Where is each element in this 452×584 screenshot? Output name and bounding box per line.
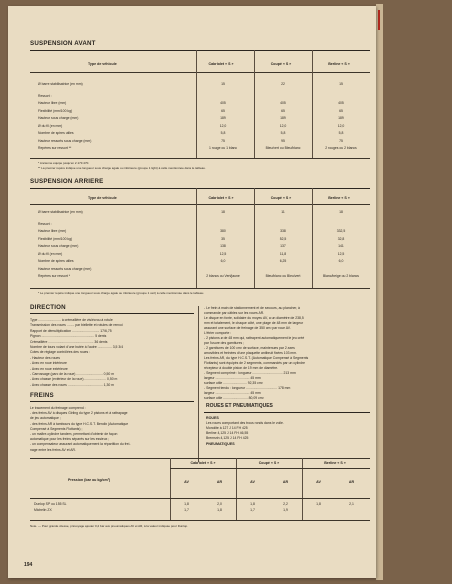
pressure-group-header: Coupé « S »	[258, 461, 280, 465]
row-label: Repères sur ressort *	[38, 274, 71, 278]
rule	[30, 520, 370, 521]
text-line: largeur .................................... 45 mm	[204, 391, 261, 395]
row-value: 65	[221, 108, 225, 113]
text-line: amovibles et freinées d'une plaquette antibruit fixées 103 mm.	[204, 351, 298, 355]
pressure-value: 1,8	[217, 508, 222, 512]
footnote: * Ancienne équipe jusqu'en 2.173.470.	[38, 161, 90, 165]
pressure-value: 1,8	[250, 502, 255, 506]
row-value: 12,5	[337, 251, 345, 256]
text-line: par l'usure des garnitures ;	[204, 341, 245, 345]
table-header-col3: Berline « S »	[328, 196, 350, 200]
roues-subtitle: ROUES	[206, 416, 219, 420]
text-line: Bremsrin 4,125 J 14 FH 425	[206, 436, 249, 440]
row-label: Flexibilité (mm/100 kg)	[38, 236, 73, 241]
row-value: 380	[220, 229, 226, 233]
row-value: Bleu/blanc ou Bleu/vert	[265, 274, 301, 278]
text-line: - 2 pistons ø de 48 mm qui, rattrapent automatiquement le jeu créé	[204, 336, 305, 340]
row-value: 6,0	[338, 259, 344, 263]
text-line: Flottants) sont équipés de 2 segments, commandés par un cylindre	[204, 361, 306, 365]
text-line: automatique pour les freins séparés sur les essieux ;	[30, 437, 110, 442]
page-edge	[376, 4, 383, 580]
rule	[30, 313, 194, 314]
text-line: - Avec chasse (extérieur de la roue) ....................... 0,50 m	[30, 377, 118, 382]
text-line: largeur .................................... 45 mm	[204, 376, 261, 380]
text-line: Le tracement du freinage comprend :	[30, 406, 86, 410]
col-divider	[254, 50, 255, 158]
text-line: L'étrier comporte :	[204, 331, 232, 335]
text-line: Berline 4,125 J 14 FH 46,55	[206, 431, 249, 435]
row-value: 1 rouge ou 1 blanc	[208, 146, 238, 150]
pressure-subheader: AR	[348, 480, 355, 484]
direction-title: DIRECTION	[30, 304, 66, 311]
row-value: 12,0	[279, 123, 287, 128]
roues-title: ROUES ET PNEUMATIQUES	[206, 403, 273, 409]
pressure-row-label: Dunlop SP ou 155 SL	[34, 502, 67, 506]
text-line: surface utile ......................... 92,35 cm²	[204, 381, 263, 385]
rule	[30, 50, 370, 51]
rule	[30, 188, 370, 189]
table-header-col2: Coupé « S »	[270, 196, 292, 200]
pressure-value: 1,8	[316, 502, 321, 506]
row-label: Flexibilité (mm/100 kg)	[38, 108, 73, 113]
pressure-subheader: AR	[216, 480, 223, 484]
pressure-subheader: AV	[250, 480, 255, 484]
row-value: 405	[280, 101, 286, 105]
text-line: - Le frein à main de stationnement et de secours, au plancher, à	[204, 306, 300, 310]
col-divider	[254, 188, 255, 288]
row-label: Hauteur ressorts sous charge (mm)	[38, 266, 92, 271]
table-header-col1: Cabriolet « S »	[208, 196, 234, 200]
text-line: mm et totalement, le chaque côté, une plage de 48 mm de largeur	[204, 321, 304, 325]
pressure-note: Note. — Pour grande vitesse, prévoyage ajouter 0,2 bar aux pneumatiques AV et AR, à la valeur indiquée pour Dunlop.	[30, 524, 189, 528]
row-value: 18	[339, 210, 343, 214]
footnote: * Le premier repère indique une longueur sous charge égale ou inférieure (groupe 1 vert) à celle mentionnée dans le tableau.	[38, 291, 205, 295]
row-label: Ø barre stabilisatrice (en mm)	[38, 210, 83, 214]
column-divider	[198, 306, 199, 462]
pneus-subtitle: PNEUMATIQUES	[206, 442, 235, 446]
pressure-group-header: Cabriolet « S »	[190, 461, 216, 465]
table-header-col3: Berline « S »	[328, 62, 350, 66]
text-line: - Avec chasse des roues ..................................... 1,30 m	[30, 382, 114, 387]
row-label: Ressort :	[38, 93, 52, 98]
row-value: 5,8	[280, 131, 286, 135]
text-line: Monolite à 127 J 14 FH 425	[206, 426, 248, 430]
freins-title: FREINS	[30, 392, 54, 399]
row-value: 12,5	[219, 251, 227, 256]
pressure-row-label: Michelin ZX	[34, 508, 52, 512]
row-label: Ø barre stabilisatrice (en mm)	[38, 82, 83, 86]
row-value: 75	[221, 138, 225, 143]
pressure-subheader: AV	[316, 480, 321, 484]
pressure-subheader: AR	[282, 480, 289, 484]
text-line: - des freins AR à tambours du type H.C.S.T. Bendix (Automatique	[30, 421, 129, 426]
text-line: Cotes de réglage contrôlées des roues :	[30, 350, 91, 355]
manual-page	[8, 6, 376, 578]
text-line: - Hauteur des roues	[30, 355, 60, 360]
text-line: - un compensateur assurant automatiquement la répartition du frei-	[30, 442, 131, 447]
row-value: 15	[221, 82, 225, 86]
text-line: Transmission des roues ........ par biellette et rotules de renvoi	[30, 323, 123, 328]
text-line: Pignon ........................................................ 5 dents	[30, 334, 107, 339]
table-header-type: Type de véhicule	[88, 62, 117, 66]
pressure-header: Pression (bar ou kg/cm²)	[68, 478, 111, 482]
row-value: 141	[338, 244, 344, 248]
rule	[30, 288, 370, 289]
row-value: 5,8	[220, 131, 226, 135]
row-value: 405	[338, 101, 344, 105]
row-value: 15	[339, 82, 343, 86]
pressure-value: 1,8	[184, 502, 189, 506]
row-value: 6,25	[279, 259, 287, 263]
row-value: 137	[280, 244, 286, 248]
pressure-value: 2,0	[217, 502, 222, 506]
suspension-arriere-title: SUSPENSION ARRIERE	[30, 178, 104, 185]
row-value: 11	[281, 210, 285, 214]
text-line: - des freins AV à disques Girling du type 2 pistons et à rattrapage	[30, 411, 128, 416]
pressure-value: 2,1	[349, 502, 354, 506]
row-value: 65	[281, 108, 285, 113]
text-line: surface utile .......................... 80,09 cm²	[204, 396, 264, 400]
text-line: - Segment tendu : longueur ................................. 178 mm	[204, 386, 291, 390]
table-header-col1: Cabriolet « S »	[208, 62, 234, 66]
row-value: 65	[339, 108, 343, 113]
rule	[30, 498, 370, 499]
row-value: 6,0	[220, 259, 226, 263]
footnote: ** La premier repère indique une longueur sous charge égale ou inférieure (groupe 1 light) à celle mentionnée dans le tableau.	[38, 166, 206, 170]
text-line: - Segment comprimé : longueur ................................ 213 mm	[204, 371, 296, 375]
row-value: 11,8	[279, 251, 287, 256]
row-label: Hauteur ressorts sous charge (mm)	[38, 138, 92, 143]
row-value: 405	[220, 101, 226, 105]
rule	[30, 458, 370, 459]
row-value: 18	[221, 210, 225, 214]
text-line: Les roues comportant des trous ronds dans le voile.	[206, 421, 284, 425]
text-line: assurant une surface de freinage de 350 cm² par roue AV.	[204, 326, 291, 330]
col-divider	[312, 50, 313, 158]
row-label: Repères sur ressort **	[38, 146, 72, 150]
row-value: Blanc/beige ou 2 blancs	[322, 274, 359, 278]
row-label: Hauteur libre (mm)	[38, 101, 67, 105]
row-value: 32,8	[337, 236, 345, 241]
text-line: Crémaillère ................................................ 36 dents	[30, 339, 108, 344]
row-label: Nombre de spires utiles	[38, 131, 74, 135]
pressure-value: 2,2	[283, 502, 288, 506]
text-line: Rapport de démultiplication ............................. 17/6,75	[30, 328, 112, 333]
row-label: Hauteur sous charge (mm)	[38, 244, 79, 248]
row-label: Hauteur sous charge (mm)	[38, 116, 79, 120]
row-label: Ressort :	[38, 221, 52, 226]
rule	[30, 204, 370, 205]
text-line: Les freins AR, du type H.C.S.T. (Automatique Compensé à Segments	[204, 356, 309, 360]
row-value: 12,0	[219, 123, 227, 128]
row-value: 12,0	[337, 123, 345, 128]
pressure-group-header: Berline « S »	[324, 461, 346, 465]
table-header-col2: Coupé « S »	[270, 62, 292, 66]
row-value: 5,8	[338, 131, 344, 135]
text-line: nage entre les freins AV et AR.	[30, 447, 76, 452]
row-label: Hauteur libre (mm)	[38, 229, 67, 233]
text-line: Nombre de tours volant d'une butée à l'autre ............... 3,5 3/4	[30, 345, 124, 349]
pressure-subheader: AV	[184, 480, 189, 484]
rule	[30, 158, 370, 159]
row-value: 52,5	[279, 236, 287, 241]
row-value: 2 blancs ou Vert/jaune	[206, 274, 240, 278]
row-value: 138	[220, 244, 226, 248]
row-value: 332,5	[336, 229, 346, 233]
row-value: 22	[281, 82, 285, 86]
red-bookmark-tab	[378, 10, 380, 30]
rule	[204, 412, 370, 413]
row-value: 75	[339, 138, 343, 143]
rule	[170, 468, 370, 469]
text-line: - Carrossage (parc de la roue) ............................ 0,50 m	[30, 372, 115, 376]
text-line: Compensé à Segments Flottants) ;	[30, 426, 83, 431]
pressure-value: 1,7	[184, 508, 189, 512]
row-value: 95	[281, 138, 285, 143]
text-line: - Avec en roue extérieure	[30, 366, 68, 371]
suspension-avant-title: SUSPENSION AVANT	[30, 40, 96, 47]
text-line: commande par câbles sur les roues AR.	[204, 311, 265, 315]
rule	[30, 401, 194, 402]
row-value: 189	[220, 116, 226, 120]
text-line: - 2 garnitures de 100 cm² de surface, maintenues par 2 axes	[204, 346, 295, 350]
text-line: de jeu automatique ;	[30, 416, 61, 421]
text-line: Type ........................ à crémaillère de vis/écrou à rotule	[30, 318, 113, 322]
row-value: 189	[338, 116, 344, 120]
text-line: - Avec en roue intérieure	[30, 361, 67, 366]
rule	[30, 72, 370, 73]
row-value: 2 rouges ou 2 blancs	[325, 146, 357, 150]
pressure-value: 1,7	[250, 508, 255, 512]
table-header-type: Type de véhicule	[88, 196, 117, 200]
pressure-value: 1,9	[283, 508, 288, 512]
row-value: 189	[280, 116, 286, 120]
page-number: 194	[24, 562, 33, 568]
row-label: Nombre de spires utiles	[38, 259, 74, 263]
text-line: Le disque en fonte, solidaire du moyeu AV, a un diamètre de 238,5	[204, 316, 304, 320]
row-value: 338	[280, 229, 286, 233]
row-label: Ø du fil (en mm)	[38, 251, 63, 256]
col-divider	[312, 188, 313, 288]
text-line: récepteur à double piston de 19 mm de diamètre.	[204, 366, 279, 370]
text-line: - un maître-cylindre tandem, permettant d'obtenir de façon	[30, 432, 118, 436]
row-label: Ø du fil (en mm)	[38, 123, 63, 128]
row-value: 35	[221, 236, 225, 241]
row-value: Bleu/vert ou Bleu/blanc	[265, 146, 301, 150]
